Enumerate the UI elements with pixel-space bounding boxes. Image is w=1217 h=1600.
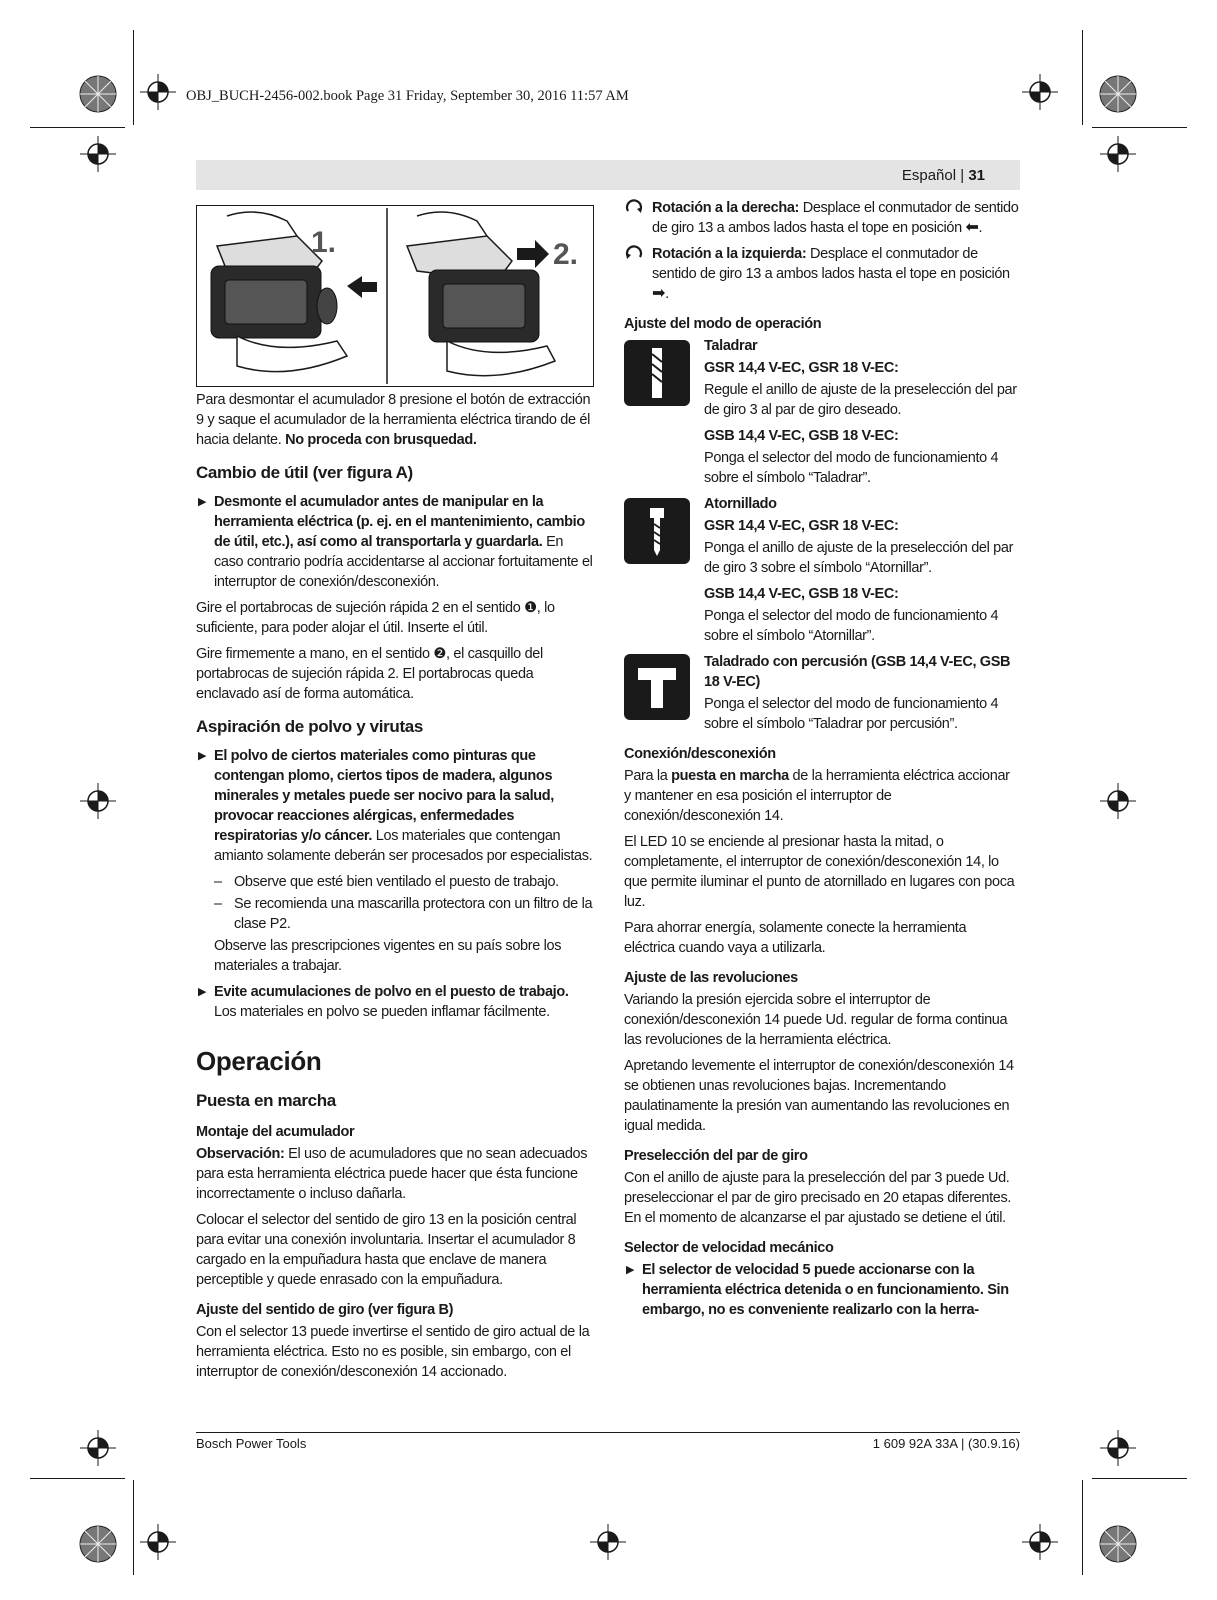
warning-bullet-remove-battery: ▶ Desmonte el acumulador antes de manipular en la herramienta eléctrica (p. ej. en el mantenimiento, cambio de útil, etc.), así como al transportarla y guardarla. En caso contrario podría accidentarse al accionar fortuitamente el interruptor de conexión/desconexión.: [198, 494, 593, 590]
taladrar-gsr-text: Regule el anillo de ajuste de la preselección del par de giro 3 al par de giro deseado.: [704, 382, 1017, 418]
bullet-triangle-icon: ▶: [198, 750, 207, 762]
right-arrow-icon: ➡: [652, 285, 666, 302]
registration-mark-bottom-right: [1098, 1524, 1138, 1564]
screwdriver-mode-icon: [624, 498, 690, 564]
dash-item-mask: – Se recomienda una mascarilla protectora con un filtro de la clase P2.: [214, 896, 593, 932]
mode-title-atornillado: Atornillado: [704, 496, 777, 512]
crosshair-mark-top-1: [140, 74, 176, 110]
battery-removal-figure: [196, 205, 594, 387]
trim-line: [133, 1480, 134, 1575]
model-label-gsb: GSB 14,4 V-EC, GSB 18 V-EC:: [704, 586, 899, 602]
crosshair-mark-left-bottom: [80, 1430, 116, 1466]
drill-mode-icon: [624, 340, 690, 406]
model-label-gsr: GSR 14,4 V-EC, GSR 18 V-EC:: [704, 360, 899, 376]
model-label-gsr: GSR 14,4 V-EC, GSR 18 V-EC:: [704, 518, 899, 534]
crosshair-mark-right-1: [1100, 136, 1136, 172]
left-column: [196, 390, 594, 1388]
led-paragraph: El LED 10 se enciende al presionar hasta la mitad, o completamente, el interruptor de conexión/desconexión 14, lo que permite iluminar el punto de atornillado en lugares con poca luz.: [624, 834, 1015, 910]
trim-line: [1082, 1480, 1083, 1575]
warning-bullet-gear-selector: ▶ El selector de velocidad 5 puede accionarse con la herramienta eléctrica detenida o en funcionamiento. Sin embargo, no es conveniente realizarlo con la herra-: [626, 1262, 1009, 1318]
torque-preselection-paragraph: Con el anillo de ajuste para la preselección del par 3 puede Ud. preseleccionar el par de giro precisado en 20 etapas diferentes. En el momento de alcanzarse el par ajustado se detiene el útil.: [624, 1170, 1012, 1226]
rotation-direction-paragraph: Con el selector 13 puede invertirse el sentido de giro actual de la herramienta eléctrica. Esto no es posible, sin embargo, con el interruptor de conexión/desconexión 14 accionado.: [196, 1324, 590, 1380]
heading-selector-velocidad: Selector de velocidad mecánico: [624, 1240, 834, 1256]
energy-saving-paragraph: Para ahorrar energía, solamente conecte la herramienta eléctrica cuando vaya a utilizarla.: [624, 920, 967, 956]
crosshair-mark-right-mid: [1100, 783, 1136, 819]
atornillado-gsr-text: Ponga el anillo de ajuste de la preselección del par de giro 3 sobre el símbolo “Atornillar”.: [704, 540, 1014, 576]
clockwise-rotation-icon: [624, 198, 644, 218]
footer-brand: Bosch Power Tools: [196, 1436, 307, 1451]
trim-line: [1082, 30, 1083, 125]
warning-bullet-dust-accumulation: ▶ Evite acumulaciones de polvo en el puesto de trabajo. Los materiales en polvo se pueden inflamar fácilmente.: [198, 984, 569, 1020]
footer-rule: [196, 1432, 1020, 1433]
step-2-label: 2.: [553, 238, 579, 271]
chuck-close-paragraph: Gire firmemente a mano, en el sentido ❷, el casquillo del portabrocas de sujeción rápida 2. El portabrocas queda enclavado así de forma automática.: [196, 646, 543, 702]
crosshair-mark-top-2: [1022, 74, 1058, 110]
left-arrow-icon: ⬅: [965, 219, 979, 236]
battery-removal-paragraph: Para desmontar el acumulador 8 presione el botón de extracción 9 y saque el acumulador de la herramienta eléctrica tirando de él hacia delante. No proceda con brusquedad.: [196, 392, 591, 448]
rotation-right-item: Rotación a la derecha: Desplace el conmutador de sentido de giro 13 a ambos lados hasta el tope en posición ⬅.: [624, 198, 1020, 238]
battery-illustration: [197, 206, 593, 386]
trim-line: [30, 127, 125, 128]
registration-mark-top-left: [78, 74, 118, 114]
warning-bullet-dust: ▶ El polvo de ciertos materiales como pinturas que contengan plomo, ciertos tipos de madera, algunos minerales y metales puede ser nocivo para la salud, provocar reacciones alérgicas, enfermedades respiratorias y/o cáncer. Los materiales que contengan amianto solamente deberán ser procesados por especialistas.: [198, 748, 593, 864]
mode-taladrar: [624, 336, 1020, 488]
speed-increase-paragraph: Apretando levemente el interruptor de conexión/desconexión 14 se obtienen unas revoluciones bajas. Incrementando paulatinamente la presión van aumentando las revoluciones en igual medida.: [624, 1058, 1014, 1134]
observation-paragraph: Observación: El uso de acumuladores que no sean adecuados para esta herramienta eléctrica puede hacer que ésta funcione incorrectamente o incluso dañarla.: [196, 1146, 588, 1202]
heading-aspiracion: Aspiración de polvo y virutas: [196, 717, 423, 736]
regulations-paragraph: Observe las prescripciones vigentes en su país sobre los materiales a trabajar.: [214, 938, 562, 974]
crosshair-mark-left-1: [80, 136, 116, 172]
registration-mark-bottom-left: [78, 1524, 118, 1564]
heading-cambio-util: Cambio de útil (ver figura A): [196, 463, 413, 482]
crosshair-mark-bottom-mid: [590, 1524, 626, 1560]
mode-percusion: [624, 652, 1020, 734]
header-bar: [196, 160, 1020, 190]
heading-sentido-giro: Ajuste del sentido de giro (ver figura B): [196, 1302, 454, 1318]
counterclockwise-rotation-icon: [624, 244, 644, 264]
heading-preseleccion-par: Preselección del par de giro: [624, 1148, 808, 1164]
heading-conexion: Conexión/desconexión: [624, 746, 776, 762]
bullet-triangle-icon: ▶: [198, 496, 207, 508]
hammer-drill-mode-icon: [624, 654, 690, 720]
file-info-line: OBJ_BUCH-2456-002.book Page 31 Friday, September 30, 2016 11:57 AM: [186, 88, 629, 104]
registration-mark-top-right: [1098, 74, 1138, 114]
dash-item-ventilation: – Observe que esté bien ventilado el puesto de trabajo.: [214, 874, 559, 890]
trim-line: [1092, 1478, 1187, 1479]
trim-line: [30, 1478, 125, 1479]
bullet-triangle-icon: ▶: [626, 1264, 635, 1276]
heading-puesta-en-marcha: Puesta en marcha: [196, 1091, 336, 1110]
heading-revoluciones: Ajuste de las revoluciones: [624, 970, 798, 986]
model-label-gsb: GSB 14,4 V-EC, GSB 18 V-EC:: [704, 428, 899, 444]
trim-line: [1092, 127, 1187, 128]
trim-line: [133, 30, 134, 125]
rotation-left-item: Rotación a la izquierda: Desplace el conmutador de sentido de giro 13 a ambos lados hasta el tope en posición ➡.: [624, 244, 1020, 304]
crosshair-mark-left-mid: [80, 783, 116, 819]
percusion-text: Ponga el selector del modo de funcionamiento 4 sobre el símbolo “Taladrar por percusión”.: [704, 696, 999, 732]
crosshair-mark-right-bottom: [1100, 1430, 1136, 1466]
language-label: Español: [901, 167, 957, 184]
heading-operacion: Operación: [196, 1046, 322, 1076]
crosshair-mark-bottom-1: [140, 1524, 176, 1560]
step-1-label: 1.: [311, 226, 337, 259]
heading-montaje-acumulador: Montaje del acumulador: [196, 1124, 355, 1140]
mode-atornillado: [624, 494, 1020, 646]
heading-modo-operacion: Ajuste del modo de operación: [624, 316, 822, 332]
page-number: 31: [968, 167, 985, 184]
chuck-open-paragraph: Gire el portabrocas de sujeción rápida 2 en el sentido ❶, lo suficiente, para poder alojar el útil. Inserte el útil.: [196, 600, 555, 636]
crosshair-mark-bottom-2: [1022, 1524, 1058, 1560]
running-header: Español | 31: [901, 167, 985, 184]
right-column: [624, 198, 1020, 1326]
atornillado-gsb-text: Ponga el selector del modo de funcionamiento 4 sobre el símbolo “Atornillar”.: [704, 608, 999, 644]
speed-variation-paragraph: Variando la presión ejercida sobre el interruptor de conexión/desconexión 14 puede Ud. regular de forma continua las revoluciones de la herramienta eléctrica.: [624, 992, 1008, 1048]
mode-title-percusion: Taladrado con percusión (GSB 14,4 V-EC, GSB 18 V-EC): [704, 654, 1011, 690]
insert-battery-paragraph: Colocar el selector del sentido de giro 13 en la posición central para evitar una conexión involuntaria. Insertar el acumulador 8 cargado en la empuñadura hasta que enclave de manera perceptible y quede enrasado con la empuñadura.: [196, 1212, 577, 1288]
bullet-triangle-icon: ▶: [198, 986, 207, 998]
footer-document-code: 1 609 92A 33A | (30.9.16): [872, 1436, 1020, 1451]
taladrar-gsb-text: Ponga el selector del modo de funcionamiento 4 sobre el símbolo “Taladrar”.: [704, 450, 999, 486]
mode-title-taladrar: Taladrar: [704, 338, 758, 354]
switch-on-paragraph: Para la puesta en marcha de la herramienta eléctrica accionar y mantener en esa posición el interruptor de conexión/desconexión 14.: [624, 768, 1010, 824]
